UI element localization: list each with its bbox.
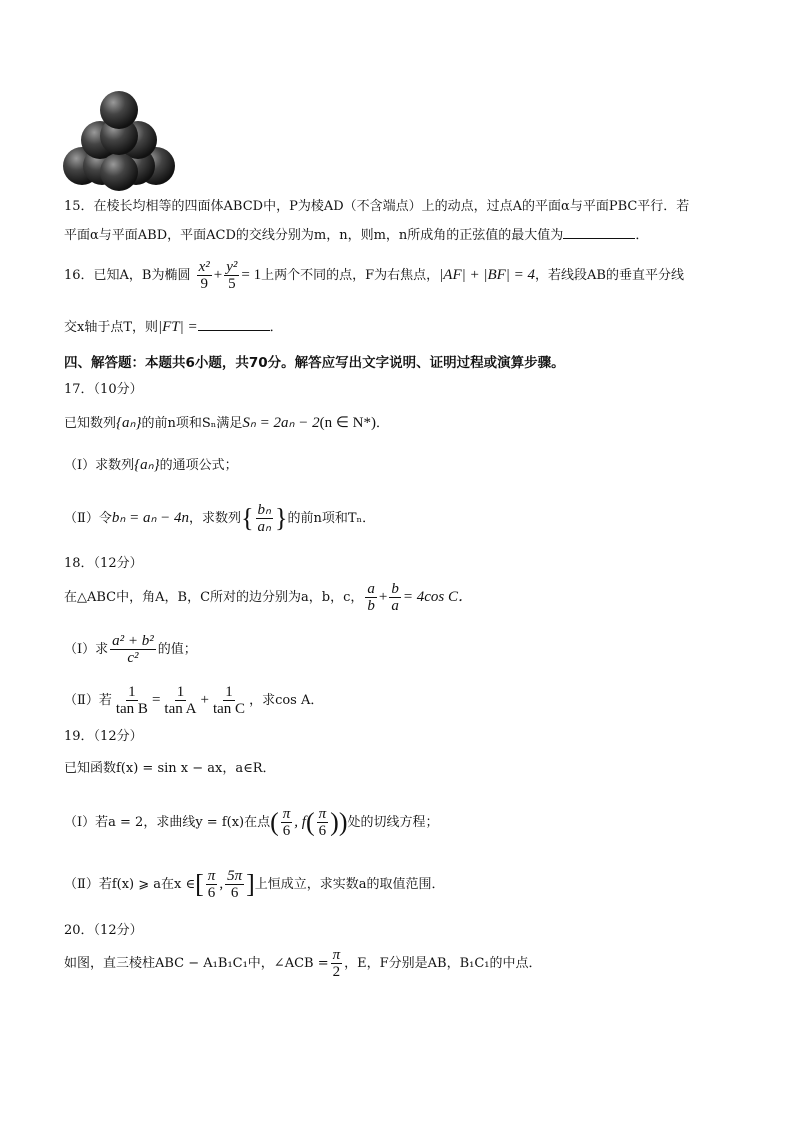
q17-part2: （Ⅱ）令bₙ = aₙ − 4n，求数列{ $\frac{\text{bₙ}}{\text{aₙ}}$ }的前n项和Tₙ． <box>64 502 376 535</box>
fraction: $\frac{1}{\text{tan B}}$ <box>115 684 148 717</box>
fraction: $\frac{\pi}{2}$ <box>332 947 341 980</box>
fraction: $\frac{1}{\text{tan A}}$ <box>164 684 197 717</box>
q19-part2: （Ⅱ）若f(x) ⩾ a在x ∈[ $\frac{\pi}{6}$ , $\frac{5\pi}{6}$ ]上恒成立，求实数a的取值范围． <box>64 868 445 901</box>
fraction: $\frac{\text{bₙ}}{\text{aₙ}}$ <box>257 502 272 535</box>
fraction: $\frac{a}{b}$ <box>367 581 375 614</box>
section-heading: 四、解答题：本题共6小题，共70分。解答应写出文字说明、证明过程或演算步骤。 <box>64 355 565 371</box>
answer-blank <box>563 226 635 239</box>
fraction: $\frac{b}{a}$ <box>391 581 399 614</box>
q17-part1: （Ⅰ）求数列{aₙ}的通项公式； <box>64 457 238 473</box>
sphere <box>100 153 138 191</box>
fraction: $\frac{\text{y²}}{5}$ <box>226 259 238 292</box>
q16-line1: 16．已知A，B为椭圆 $\frac{\text{x²}}{9}$ + $\frac{\text{y²}}{5}$ = 1上两个不同的点，F为右焦点，|AF| + |BF| = 4，若线段AB的垂直平分线 <box>64 259 684 292</box>
q18-part2: （Ⅱ）若 $\frac{1}{\text{tan B}}$ = $\frac{1}{\text{tan A}}$ + $\frac{1}{\text{tan C}}$ ，求cos A． <box>64 684 324 717</box>
fraction: $\frac{\pi}{6}$ <box>318 806 327 839</box>
fraction: $\frac{\pi}{6}$ <box>282 806 291 839</box>
q15-line2: 平面α与平面ABD，平面ACD的交线分别为m，n，则m，n所成角的正弦值的最大值为 ． <box>64 228 649 243</box>
fraction: $\frac{1}{\text{tan C}}$ <box>212 684 246 717</box>
answer-blank <box>198 318 270 331</box>
fraction: $\frac{\text{a² + b²}}{\text{c²}}$ <box>112 633 154 666</box>
q18-stem: 在△ABC中，角A，B，C所对的边分别为a，b，c， $\frac{a}{b}$ + $\frac{b}{a}$ = 4cos C． <box>64 581 473 614</box>
fraction: $\frac{\text{x²}}{9}$ <box>198 259 210 292</box>
q17-head: 17．（10分） <box>64 382 143 397</box>
q19-head: 19．（12分） <box>64 729 143 744</box>
q20-head: 20．（12分） <box>64 923 143 938</box>
q18-part1: （Ⅰ）求 $\frac{\text{a² + b²}}{\text{c²}}$ 的值； <box>64 633 197 666</box>
q19-part1: （Ⅰ）若a = 2，求曲线y = f(x)在点( $\frac{\pi}{6}$ , f( $\frac{\pi}{6}$ ))处的切线方程； <box>64 806 439 839</box>
q18-head: 18．（12分） <box>64 556 143 571</box>
q20-stem: 如图，直三棱柱ABC − A₁B₁C₁中，∠ACB = $\frac{\pi}{2}$ ，E，F分别是AB，B₁C₁的中点． <box>64 947 542 980</box>
q17-stem: 已知数列{aₙ}的前n项和Sₙ满足Sₙ = 2aₙ − 2(n ∈ N*)． <box>64 415 390 431</box>
q16-line2: 交x轴于点T，则|FT| = ． <box>64 319 283 335</box>
fraction: $\frac{\pi}{6}$ <box>207 868 216 901</box>
sphere <box>100 91 138 129</box>
q15-line1: 15．在棱长均相等的四面体ABCD中，P为棱AD（不含端点）上的动点，过点A的平面α与平面PBC平行．若 <box>64 199 690 214</box>
fraction: $\frac{5\pi}{6}$ <box>227 868 243 901</box>
stacked-spheres-figure <box>62 88 176 192</box>
q19-stem: 已知函数f(x) = sin x − ax，a∈R． <box>64 761 276 776</box>
